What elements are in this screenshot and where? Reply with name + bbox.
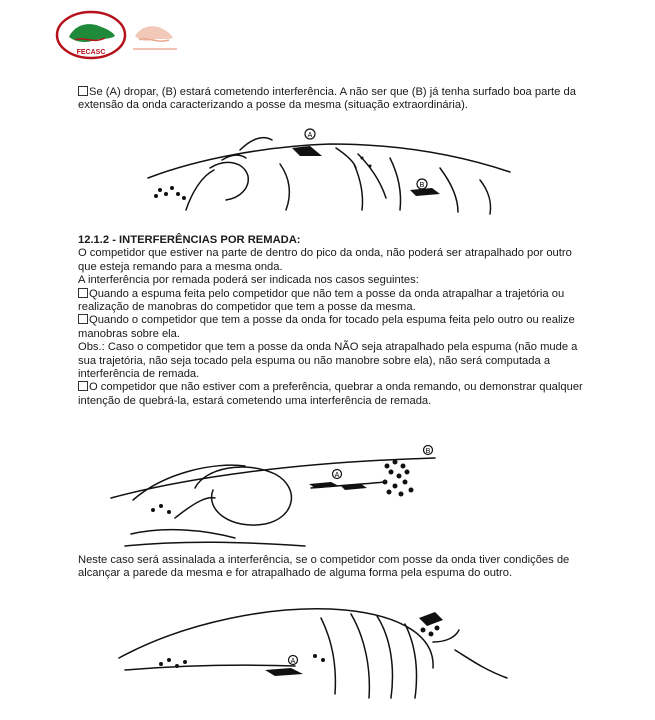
surfer-b-label: B (419, 182, 425, 189)
section3-paragraph (78, 554, 588, 581)
section2-bullet2: Quando o competidor que tem a posse da onda for tocado pela espuma feita pelo outro ou realize manobras sobre ela. (78, 314, 575, 340)
bullet-box-icon (78, 314, 88, 324)
section3-text: Neste caso será assinalada a interferência, se o competidor com posse da onda tiver condições de alcançar a parede da mesma e for atrapalhado de alguma forma pela espuma do outro. (78, 554, 570, 580)
surfer-a-label: A (290, 658, 296, 665)
surfer-a-label: A (334, 472, 340, 479)
illustration-drop-interference (140, 128, 530, 216)
illustration-paddle-interference (105, 438, 445, 550)
section2-line2: A interferência por remada poderá ser indicada nos casos seguintes: (78, 274, 419, 287)
bullet-box-icon (78, 381, 88, 391)
bullet-box-icon (78, 288, 88, 298)
section2-bullet1: Quando a espuma feita pelo competidor que não tem a posse da onda atrapalhar a trajetória ou realização de manobras do competidor que tem a posse da mesma. (78, 287, 565, 314)
section-heading: 12.1.2 - INTERFERÊNCIAS POR REMADA: (78, 234, 301, 246)
section2-obs: Obs.: Caso o competidor que tem a posse da onda NÃO seja atrapalhado pela espuma (não mude a sua trajetória, não seja tocado pela espuma ou não manobre sobre ela), não será computada a interferência de remada. (78, 341, 578, 381)
section2-bullet3: O competidor que não estiver com a preferência, quebrar a onda remando, ou demonstrar qualquer intenção de quebrá-la, estará cometendo uma interferência de remada. (78, 381, 583, 407)
svg-text:FECASC: FECASC (76, 49, 106, 56)
section1-text: Se (A) dropar, (B) estará cometendo interferência. A não ser que (B) já tenha surfado boa parte da extensão da onda caracterizando a posse da mesma (situação extraordinária). (78, 86, 576, 112)
section2-block (78, 234, 588, 408)
header-logos (55, 10, 185, 60)
surfer-a-label: A (307, 132, 313, 139)
bullet-box-icon (78, 86, 88, 96)
section1-paragraph (78, 86, 588, 113)
section2-line1: O competidor que estiver na parte de dentro do pico da onda, não poderá ser atrapalhado por outro que esteja remando para a mesma onda. (78, 247, 572, 273)
illustration-whitewater-interference (115, 598, 515, 706)
surfer-b-label: B (425, 448, 431, 455)
secondary-logo (127, 18, 185, 56)
fecasc-logo (55, 10, 127, 60)
